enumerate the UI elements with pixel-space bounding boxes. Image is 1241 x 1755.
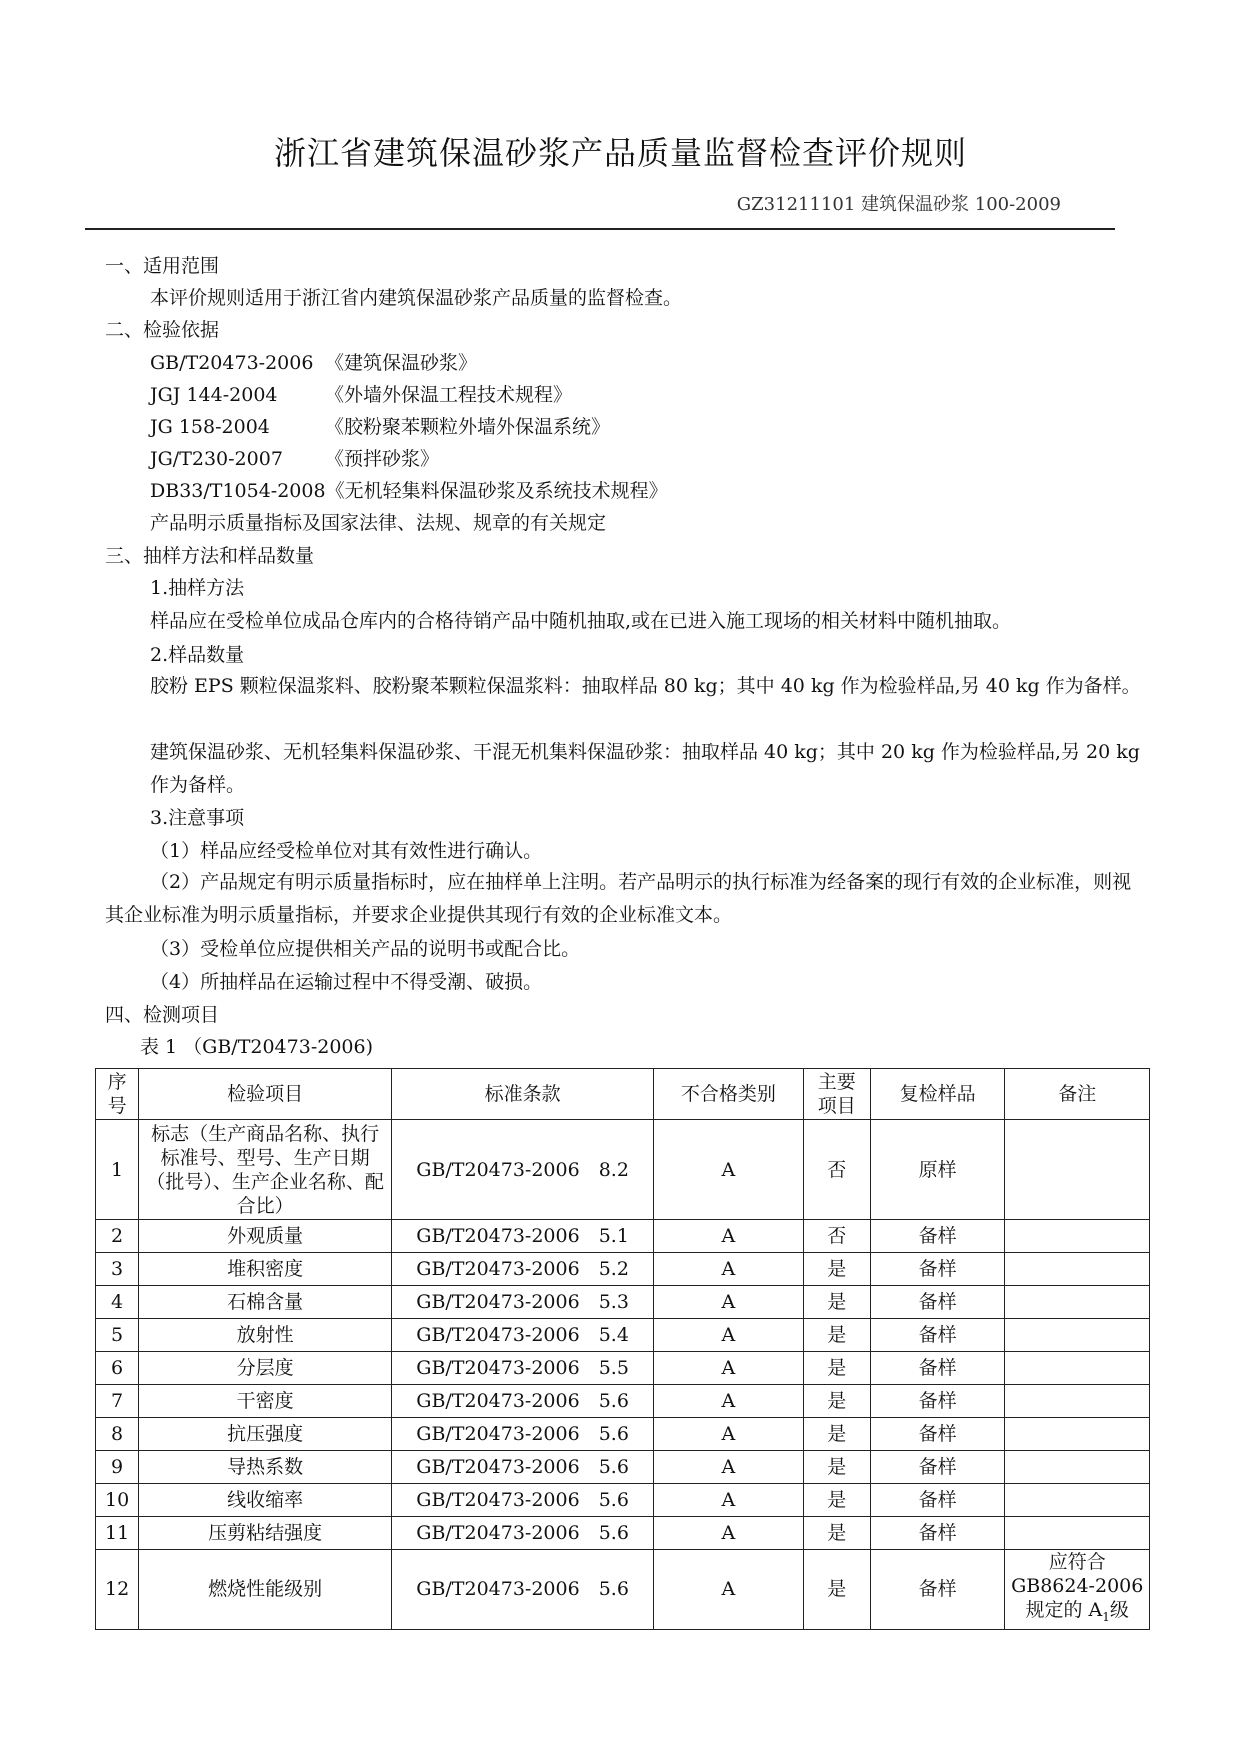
cell-recheck-sample: 备样: [870, 1517, 1005, 1550]
header-recheck-sample: 复检样品: [870, 1069, 1005, 1120]
table-row: [96, 1286, 1150, 1319]
cell-category: A: [654, 1517, 804, 1550]
cell-recheck-sample: 备样: [870, 1253, 1005, 1286]
cell-item: 堆积密度: [139, 1253, 392, 1286]
cell-recheck-sample: 备样: [870, 1385, 1005, 1418]
cell-recheck-sample: 备样: [870, 1484, 1005, 1517]
reference-name: 《胶粉聚苯颗粒外墙外保温系统》: [325, 416, 611, 438]
cell-no: 8: [96, 1418, 139, 1451]
cell-category: A: [654, 1451, 804, 1484]
reference-code: JGJ 144-2004: [150, 384, 278, 406]
header-item: 检验项目: [139, 1069, 392, 1120]
table-caption: 表 1 （GB/T20473-2006): [140, 1036, 374, 1058]
table-row: [96, 1484, 1150, 1517]
cell-item: 标志（生产商品名称、执行标准号、型号、生产日期（批号）、生产企业名称、配合比）: [139, 1120, 392, 1220]
table-row: [96, 1517, 1150, 1550]
cell-main-item: 是: [803, 1517, 870, 1550]
cell-category: A: [654, 1319, 804, 1352]
cell-category: A: [654, 1484, 804, 1517]
cell-standard: GB/T20473-2006 5.6: [392, 1484, 654, 1517]
reference-name: 《外墙外保温工程技术规程》: [325, 384, 573, 406]
cell-remarks: [1005, 1286, 1150, 1319]
cell-standard: GB/T20473-2006 5.6: [392, 1385, 654, 1418]
cell-no: 5: [96, 1319, 139, 1352]
header-category: 不合格类别: [654, 1069, 804, 1120]
table-row: [96, 1120, 1150, 1220]
sample-quantity-para-2: 建筑保温砂浆、无机轻集料保温砂浆、干混无机集料保温砂浆：抽取样品 40 kg；其中 20 kg 作为检验样品,另 20 kg 作为备样。: [150, 741, 1140, 796]
cell-recheck-sample: 原样: [870, 1120, 1005, 1220]
section-2-heading: 二、检验依据: [105, 319, 220, 341]
note-1: （1）样品应经受检单位对其有效性进行确认。: [150, 840, 543, 862]
reference-name: 《预拌砂浆》: [325, 448, 440, 470]
table-row: [96, 1352, 1150, 1385]
cell-main-item: 是: [803, 1418, 870, 1451]
cell-remarks: [1005, 1352, 1150, 1385]
cell-category: A: [654, 1418, 804, 1451]
cell-standard: GB/T20473-2006 5.6: [392, 1550, 654, 1630]
subheading-sampling-method: 1.抽样方法: [150, 577, 245, 599]
reference-code: GB/T20473-2006: [150, 352, 314, 374]
section-3-heading: 三、抽样方法和样品数量: [105, 545, 315, 567]
cell-no: 10: [96, 1484, 139, 1517]
cell-remarks: [1005, 1385, 1150, 1418]
table-row: [96, 1550, 1150, 1630]
cell-main-item: 是: [803, 1352, 870, 1385]
cell-item: 干密度: [139, 1385, 392, 1418]
cell-item: 外观质量: [139, 1220, 392, 1253]
cell-no: 3: [96, 1253, 139, 1286]
cell-recheck-sample: 备样: [870, 1418, 1005, 1451]
table-row: [96, 1418, 1150, 1451]
cell-main-item: 是: [803, 1550, 870, 1630]
reference-item: [150, 350, 477, 376]
cell-recheck-sample: 备样: [870, 1286, 1005, 1319]
cell-item: 燃烧性能级别: [139, 1550, 392, 1630]
cell-standard: GB/T20473-2006 5.2: [392, 1253, 654, 1286]
cell-category: A: [654, 1220, 804, 1253]
cell-remarks: [1005, 1451, 1150, 1484]
cell-standard: GB/T20473-2006 5.3: [392, 1286, 654, 1319]
cell-no: 4: [96, 1286, 139, 1319]
cell-recheck-sample: 备样: [870, 1352, 1005, 1385]
section-1-heading: 一、适用范围: [105, 255, 220, 277]
cell-main-item: 是: [803, 1319, 870, 1352]
cell-standard: GB/T20473-2006 5.6: [392, 1451, 654, 1484]
cell-no: 1: [96, 1120, 139, 1220]
reference-item: [150, 478, 668, 504]
table-row: [96, 1385, 1150, 1418]
subheading-notes: 3.注意事项: [150, 807, 245, 829]
reference-code: JG 158-2004: [150, 416, 270, 438]
cell-recheck-sample: 备样: [870, 1220, 1005, 1253]
cell-recheck-sample: 备样: [870, 1319, 1005, 1352]
reference-item: [150, 446, 439, 472]
reference-name: 《无机轻集料保温砂浆及系统技术规程》: [325, 480, 668, 502]
note-2: （2）产品规定有明示质量指标时，应在抽样单上注明。若产品明示的执行标准为经备案的现行有效的企业标准，则视其企业标准为明示质量指标，并要求企业提供其现行有效的企业标准文本。: [105, 871, 1132, 926]
header-no: 序 号: [96, 1069, 139, 1120]
cell-no: 11: [96, 1517, 139, 1550]
cell-no: 12: [96, 1550, 139, 1630]
cell-remarks: [1005, 1319, 1150, 1352]
cell-no: 9: [96, 1451, 139, 1484]
sampling-method-text: 样品应在受检单位成品仓库内的合格待销产品中随机抽取,或在已进入施工现场的相关材料中随机抽取。: [150, 610, 1012, 632]
cell-item: 放射性: [139, 1319, 392, 1352]
cell-category: A: [654, 1286, 804, 1319]
reference-code: JG/T230-2007: [150, 448, 283, 470]
cell-item: 压剪粘结强度: [139, 1517, 392, 1550]
cell-category: A: [654, 1120, 804, 1220]
reference-extra: 产品明示质量指标及国家法律、法规、规章的有关规定: [150, 512, 607, 534]
cell-main-item: 是: [803, 1484, 870, 1517]
header-remarks: 备注: [1005, 1069, 1150, 1120]
cell-main-item: 是: [803, 1253, 870, 1286]
cell-category: A: [654, 1352, 804, 1385]
cell-standard: GB/T20473-2006 5.4: [392, 1319, 654, 1352]
cell-item: 石棉含量: [139, 1286, 392, 1319]
cell-recheck-sample: 备样: [870, 1550, 1005, 1630]
reference-code: DB33/T1054-2008: [150, 480, 326, 502]
cell-main-item: 是: [803, 1451, 870, 1484]
reference-item: [150, 382, 572, 408]
cell-remarks: [1005, 1253, 1150, 1286]
header-main-item: 主要 项目: [803, 1069, 870, 1120]
cell-remarks: [1005, 1484, 1150, 1517]
cell-standard: GB/T20473-2006 5.5: [392, 1352, 654, 1385]
cell-no: 6: [96, 1352, 139, 1385]
cell-standard: GB/T20473-2006 8.2: [392, 1120, 654, 1220]
section-1-text: 本评价规则适用于浙江省内建筑保温砂浆产品质量的监督检查。: [150, 287, 683, 309]
cell-main-item: 否: [803, 1220, 870, 1253]
reference-item: [150, 414, 610, 440]
cell-remarks: [1005, 1517, 1150, 1550]
table-row: [96, 1319, 1150, 1352]
cell-category: A: [654, 1253, 804, 1286]
cell-main-item: 是: [803, 1385, 870, 1418]
table-row: [96, 1220, 1150, 1253]
cell-no: 7: [96, 1385, 139, 1418]
cell-category: A: [654, 1550, 804, 1630]
cell-no: 2: [96, 1220, 139, 1253]
header-rule: [85, 228, 1115, 230]
cell-category: A: [654, 1385, 804, 1418]
cell-item: 导热系数: [139, 1451, 392, 1484]
document-code: GZ31211101 建筑保温砂浆 100-2009: [736, 194, 1061, 215]
cell-remarks: 应符合 GB8624-2006 规定的 $A_1$级: [1005, 1550, 1150, 1630]
document-title: 浙江省建筑保温砂浆产品质量监督检查评价规则: [273, 134, 967, 172]
cell-item: 抗压强度: [139, 1418, 392, 1451]
cell-standard: GB/T20473-2006 5.6: [392, 1517, 654, 1550]
cell-recheck-sample: 备样: [870, 1451, 1005, 1484]
sample-quantity-para-1: 胶粉 EPS 颗粒保温浆料、胶粉聚苯颗粒保温浆料：抽取样品 80 kg；其中 40 kg 作为检验样品,另 40 kg 作为备样。: [150, 675, 1141, 697]
cell-main-item: 否: [803, 1120, 870, 1220]
reference-name: 《建筑保温砂浆》: [325, 352, 478, 374]
header-standard: 标准条款: [392, 1069, 654, 1120]
subheading-sample-quantity: 2.样品数量: [150, 644, 245, 666]
cell-remarks: [1005, 1120, 1150, 1220]
cell-item: 线收缩率: [139, 1484, 392, 1517]
table-header-row: [96, 1069, 1150, 1120]
cell-item: 分层度: [139, 1352, 392, 1385]
cell-main-item: 是: [803, 1286, 870, 1319]
table-row: [96, 1253, 1150, 1286]
inspection-items-table: [95, 1068, 1150, 1630]
cell-standard: GB/T20473-2006 5.1: [392, 1220, 654, 1253]
note-4: （4）所抽样品在运输过程中不得受潮、破损。: [150, 971, 543, 993]
note-3: （3）受检单位应提供相关产品的说明书或配合比。: [150, 938, 581, 960]
cell-remarks: [1005, 1418, 1150, 1451]
cell-standard: GB/T20473-2006 5.6: [392, 1418, 654, 1451]
table-row: [96, 1451, 1150, 1484]
section-4-heading: 四、检测项目: [105, 1004, 220, 1026]
cell-remarks: [1005, 1220, 1150, 1253]
